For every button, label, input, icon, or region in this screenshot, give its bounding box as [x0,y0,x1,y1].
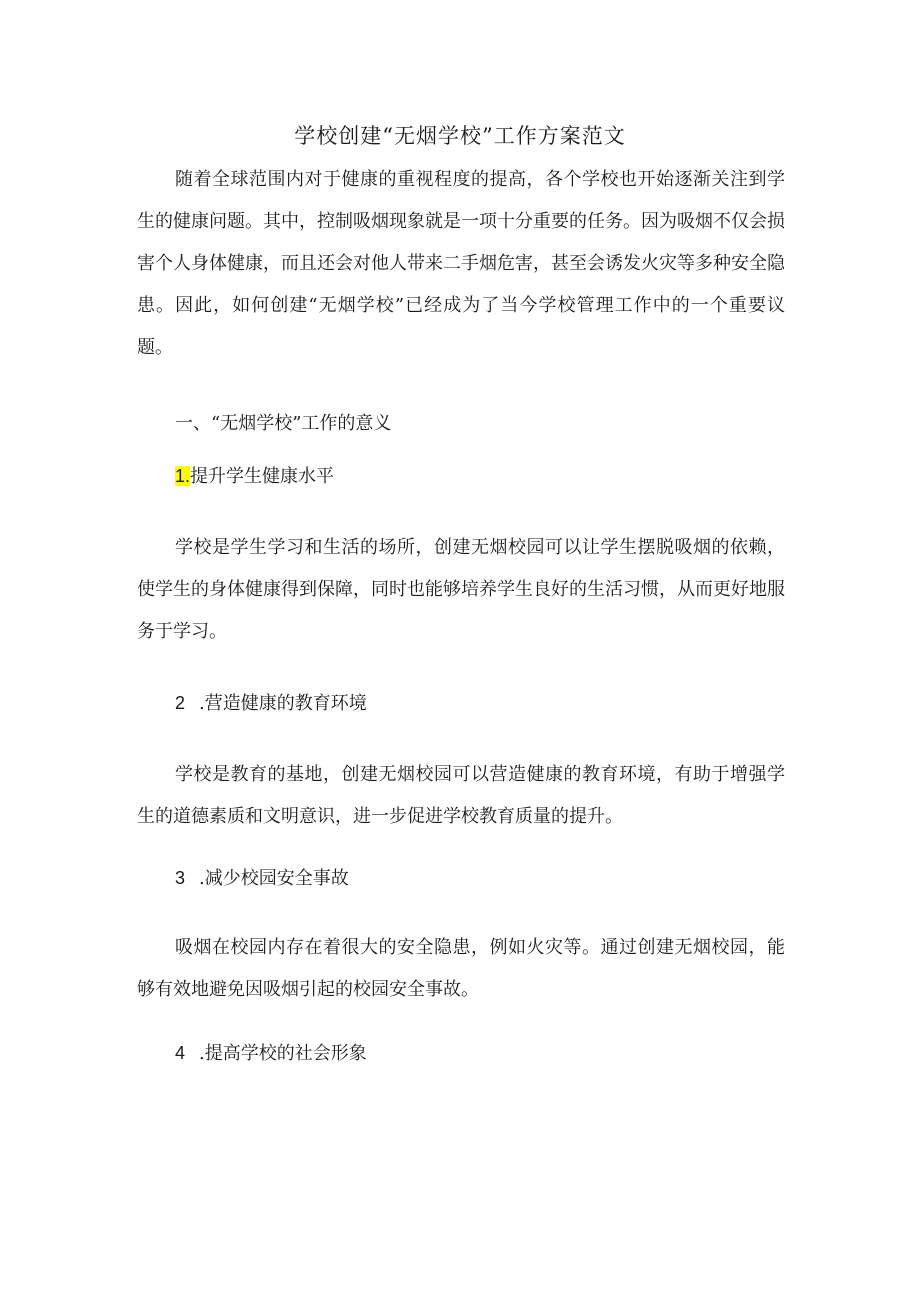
item-heading-1 [175,464,334,489]
intro-paragraph: 随着全球范围内对于健康的重视程度的提高，各个学校也开始逐渐关注到学生的健康问题。其中，控制吸烟现象就是一项十分重要的任务。因为吸烟不仅会损害个人身体健康，而且还会对他人带来二手烟危害，甚至会诱发火灾等多种安全隐患。因此，如何创建“无烟学校”已经成为了当今学校管理工作中的一个重要议题。 [137,169,785,358]
item-body-3: 吸烟在校园内存在着很大的安全隐患，例如火灾等。通过创建无烟校园，能够有效地避免因吸烟引起的校园安全事故。 [137,937,785,1000]
item-number-2: 2 [175,693,186,713]
item-number-4: 4 [175,1043,186,1063]
item-title-1: 提升学生健康水平 [190,466,335,487]
document-title: 学校创建“无烟学校”工作方案范文 [294,124,626,148]
section-heading-significance: 一、“无烟学校”工作的意义 [175,413,392,434]
item-title-3: .减少校园安全事故 [199,868,349,889]
item-number-3: 3 [175,868,186,888]
item-heading-4 [175,1041,367,1066]
item-heading-3 [175,866,349,891]
item-title-2: .营造健康的教育环境 [199,693,367,714]
item-body-2: 学校是教育的基地，创建无烟校园可以营造健康的教育环境，有助于增强学生的道德素质和文明意识，进一步促进学校教育质量的提升。 [137,764,785,827]
item-title-4: .提高学校的社会形象 [199,1043,367,1064]
item-heading-2 [175,691,367,716]
item-body-1: 学校是学生学习和生活的场所，创建无烟校园可以让学生摆脱吸烟的依赖，使学生的身体健康得到保障，同时也能够培养学生良好的生活习惯，从而更好地服务于学习。 [137,537,785,642]
item-number-1-highlighted: 1. [175,466,191,486]
